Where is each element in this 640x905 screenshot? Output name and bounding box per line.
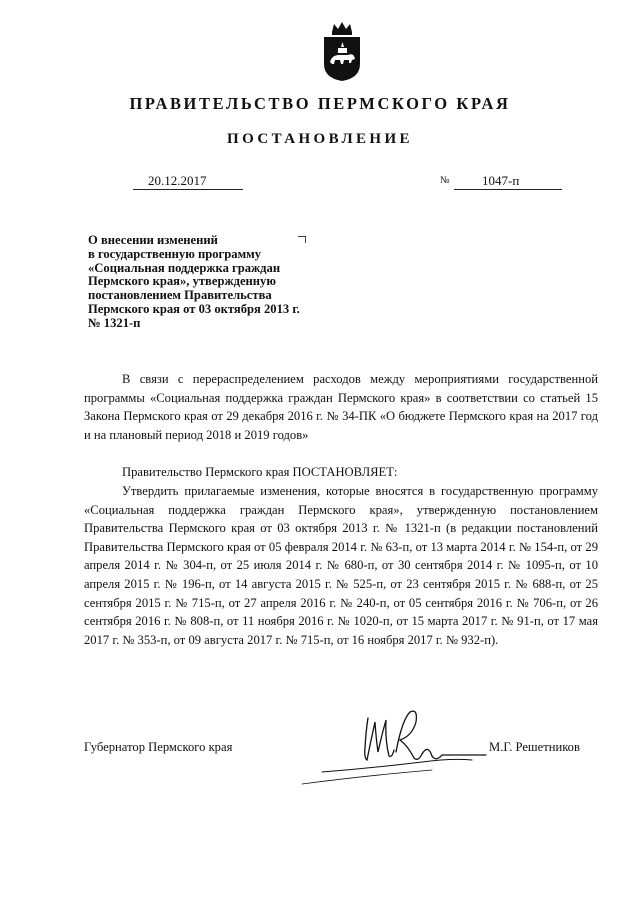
document-subject bbox=[88, 234, 378, 331]
signatory-position: Губернатор Пермского края bbox=[84, 740, 233, 754]
signatory-name: М.Г. Решетников bbox=[489, 740, 580, 754]
number-underline bbox=[454, 189, 562, 190]
date-underline bbox=[133, 189, 243, 190]
subject-line: постановлением Правительства bbox=[88, 288, 272, 303]
subject-line: О внесении изменений bbox=[88, 233, 218, 247]
subject-line: № 1321-п bbox=[88, 315, 141, 330]
signature-icon bbox=[272, 700, 502, 790]
number-sign: № bbox=[440, 175, 450, 186]
decree-statement: Правительство Пермского края ПОСТАНОВЛЯЕТ: bbox=[122, 465, 398, 479]
preamble-paragraph: В связи с перераспределением расходов между мероприятиями государственной программы «Социальная поддержка граждан Пермского края» в соответствии со статьей 15 Закона Пермского края от 29 декабря 2016 г. № 34-ПК «О бюджете Пермского края на 2017 год и на плановый период 2018 и 2019 годов» bbox=[84, 372, 598, 442]
document-number: 1047-п bbox=[482, 173, 520, 188]
subject-line: «Социальная поддержка граждан bbox=[88, 260, 281, 275]
coat-of-arms-icon bbox=[322, 20, 362, 82]
document-date: 20.12.2017 bbox=[148, 173, 207, 188]
subject-line: в государственную программу bbox=[88, 246, 262, 261]
subject-line: Пермского края», утвержденную bbox=[88, 274, 276, 289]
government-title: ПРАВИТЕЛЬСТВО ПЕРМСКОГО КРАЯ bbox=[129, 94, 511, 113]
document-type: ПОСТАНОВЛЕНИЕ bbox=[227, 131, 413, 147]
subject-line: Пермского края от 03 октября 2013 г. bbox=[88, 301, 300, 316]
main-paragraph: Утвердить прилагаемые изменения, которые вносятся в государственную программу «Социальная поддержка граждан Пермского края», утвержденную постановлением Правительства Пермского края от 03 октября 2013 г. № 1321-п (в редакции постановлений Правительства Пермского края от 05 февраля 2014 г. № 63-п, от 13 марта 2014 г. № 154-п, от 29 апреля 2014 г. № 304-п, от 25 июля 2014 г. № 680-п, от 30 сентября 2014 г. № 1095-п, от 10 апреля 2015 г. № 196-п, от 14 августа 2015 г. № 525-п, от 23 сентября 2015 г. № 688-п, от 25 сентября 2015 г. № 715-п, от 27 апреля 2016 г. № 240-п, от 05 сентября 2016 г. № 706-п, от 26 сентября 2016 г. № 808-п, от 11 ноября 2016 г. № 1020-п, от 15 марта 2017 г. № 91-п, от 17 мая 2017 г. № 353-п, от 09 августа 2017 г. № 715-п, от 16 ноября 2017 г. № 932-п). bbox=[84, 484, 598, 647]
